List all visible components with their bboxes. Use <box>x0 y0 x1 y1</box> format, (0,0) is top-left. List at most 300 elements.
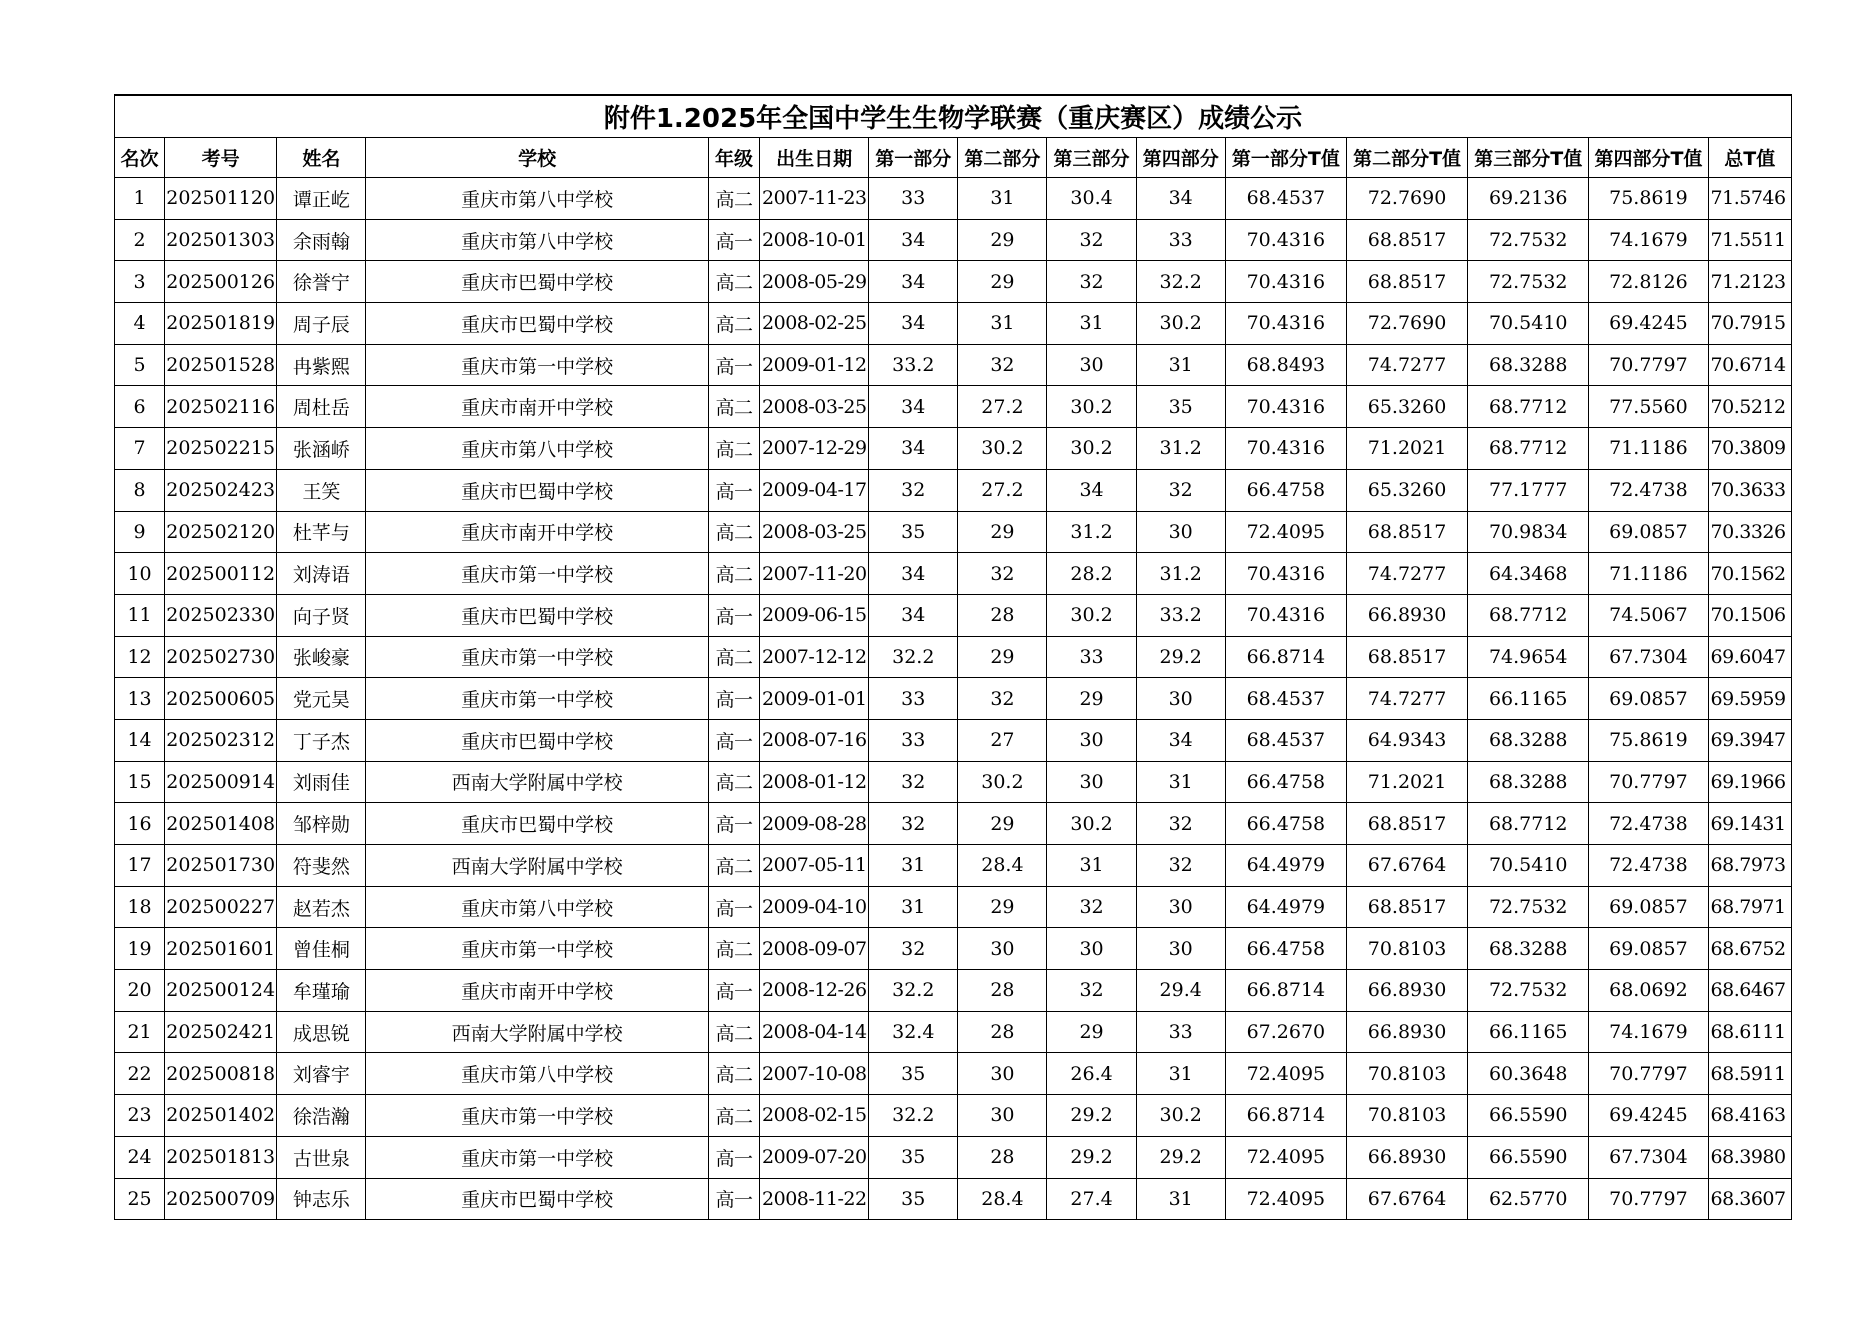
grade-cell: 高一 <box>708 219 759 261</box>
grade-cell: 高一 <box>708 803 759 845</box>
exam-number-cell: 202501601 <box>165 928 277 970</box>
part4-cell: 31 <box>1136 1053 1225 1095</box>
part3-cell: 31 <box>1047 303 1136 345</box>
part3-cell: 29.2 <box>1047 1095 1136 1137</box>
school-cell: 重庆市巴蜀中学校 <box>366 303 709 345</box>
total-t-cell: 70.1562 <box>1708 553 1791 595</box>
part4-t-cell: 69.0857 <box>1589 511 1708 553</box>
part3-t-cell: 68.7712 <box>1468 803 1589 845</box>
part1-cell: 35 <box>869 1136 958 1178</box>
total-t-cell: 68.4163 <box>1708 1095 1791 1137</box>
total-t-cell: 70.1506 <box>1708 594 1791 636</box>
part3-t-cell: 64.3468 <box>1468 553 1589 595</box>
name-cell: 冉紫熙 <box>277 344 366 386</box>
grade-cell: 高二 <box>708 761 759 803</box>
column-header-part3-t: 第三部分T值 <box>1468 138 1589 178</box>
rank-cell: 22 <box>115 1053 165 1095</box>
part4-cell: 34 <box>1136 178 1225 220</box>
table-row <box>115 261 1792 303</box>
name-cell: 牟瑾瑜 <box>277 970 366 1012</box>
column-header-birth-date: 出生日期 <box>760 138 869 178</box>
part3-t-cell: 70.5410 <box>1468 845 1589 887</box>
part2-cell: 29 <box>958 261 1047 303</box>
part4-t-cell: 72.4738 <box>1589 845 1708 887</box>
part2-cell: 28 <box>958 1011 1047 1053</box>
part3-t-cell: 72.7532 <box>1468 970 1589 1012</box>
part3-cell: 32 <box>1047 970 1136 1012</box>
part4-t-cell: 75.8619 <box>1589 719 1708 761</box>
part1-t-cell: 70.4316 <box>1225 594 1346 636</box>
birth-date-cell: 2007-10-08 <box>760 1053 869 1095</box>
birth-date-cell: 2007-11-23 <box>760 178 869 220</box>
table-row <box>115 636 1792 678</box>
school-cell: 重庆市巴蜀中学校 <box>366 719 709 761</box>
part3-cell: 31.2 <box>1047 511 1136 553</box>
part1-t-cell: 66.8714 <box>1225 1095 1346 1137</box>
school-cell: 重庆市南开中学校 <box>366 511 709 553</box>
part1-t-cell: 66.8714 <box>1225 636 1346 678</box>
school-cell: 重庆市第八中学校 <box>366 886 709 928</box>
part3-cell: 30.2 <box>1047 428 1136 470</box>
part4-t-cell: 69.0857 <box>1589 928 1708 970</box>
part1-t-cell: 68.8493 <box>1225 344 1346 386</box>
table-row <box>115 303 1792 345</box>
part2-t-cell: 66.8930 <box>1346 1136 1467 1178</box>
grade-cell: 高二 <box>708 178 759 220</box>
grade-cell: 高二 <box>708 928 759 970</box>
name-cell: 向子贤 <box>277 594 366 636</box>
part4-cell: 29.2 <box>1136 636 1225 678</box>
part1-t-cell: 66.4758 <box>1225 761 1346 803</box>
part1-cell: 32 <box>869 761 958 803</box>
part3-t-cell: 60.3648 <box>1468 1053 1589 1095</box>
part1-cell: 33 <box>869 178 958 220</box>
grade-cell: 高二 <box>708 1095 759 1137</box>
birth-date-cell: 2008-11-22 <box>760 1178 869 1220</box>
part2-t-cell: 74.7277 <box>1346 553 1467 595</box>
part2-cell: 28.4 <box>958 845 1047 887</box>
part4-cell: 30.2 <box>1136 1095 1225 1137</box>
part2-cell: 30.2 <box>958 428 1047 470</box>
part1-cell: 34 <box>869 594 958 636</box>
part3-t-cell: 68.3288 <box>1468 719 1589 761</box>
part3-cell: 31 <box>1047 845 1136 887</box>
exam-number-cell: 202501402 <box>165 1095 277 1137</box>
school-cell: 重庆市第一中学校 <box>366 1136 709 1178</box>
part4-cell: 32 <box>1136 845 1225 887</box>
grade-cell: 高一 <box>708 970 759 1012</box>
part4-cell: 32 <box>1136 469 1225 511</box>
birth-date-cell: 2009-01-12 <box>760 344 869 386</box>
grade-cell: 高一 <box>708 886 759 928</box>
part1-t-cell: 72.4095 <box>1225 511 1346 553</box>
table-row <box>115 1053 1792 1095</box>
part4-t-cell: 67.7304 <box>1589 1136 1708 1178</box>
birth-date-cell: 2009-06-15 <box>760 594 869 636</box>
column-header-school: 学校 <box>366 138 709 178</box>
part1-t-cell: 66.8714 <box>1225 970 1346 1012</box>
part1-cell: 34 <box>869 303 958 345</box>
rank-cell: 18 <box>115 886 165 928</box>
birth-date-cell: 2008-01-12 <box>760 761 869 803</box>
total-t-cell: 68.7971 <box>1708 886 1791 928</box>
part3-t-cell: 72.7532 <box>1468 261 1589 303</box>
header-row <box>115 138 1792 178</box>
part2-t-cell: 67.6764 <box>1346 1178 1467 1220</box>
part2-cell: 28 <box>958 1136 1047 1178</box>
part3-t-cell: 68.3288 <box>1468 928 1589 970</box>
rank-cell: 20 <box>115 970 165 1012</box>
part1-t-cell: 70.4316 <box>1225 261 1346 303</box>
birth-date-cell: 2007-12-12 <box>760 636 869 678</box>
birth-date-cell: 2008-09-07 <box>760 928 869 970</box>
part4-t-cell: 72.4738 <box>1589 469 1708 511</box>
part1-cell: 34 <box>869 219 958 261</box>
grade-cell: 高一 <box>708 344 759 386</box>
part1-cell: 33 <box>869 719 958 761</box>
total-t-cell: 70.5212 <box>1708 386 1791 428</box>
rank-cell: 15 <box>115 761 165 803</box>
part2-cell: 27 <box>958 719 1047 761</box>
part4-cell: 30 <box>1136 678 1225 720</box>
birth-date-cell: 2008-03-25 <box>760 386 869 428</box>
school-cell: 重庆市巴蜀中学校 <box>366 594 709 636</box>
grade-cell: 高二 <box>708 1053 759 1095</box>
part2-cell: 29 <box>958 219 1047 261</box>
part2-cell: 29 <box>958 511 1047 553</box>
part2-cell: 28.4 <box>958 1178 1047 1220</box>
rank-cell: 8 <box>115 469 165 511</box>
part3-cell: 32 <box>1047 219 1136 261</box>
part3-cell: 30.2 <box>1047 386 1136 428</box>
school-cell: 西南大学附属中学校 <box>366 1011 709 1053</box>
part2-cell: 30 <box>958 1095 1047 1137</box>
total-t-cell: 68.5911 <box>1708 1053 1791 1095</box>
exam-number-cell: 202501303 <box>165 219 277 261</box>
part4-t-cell: 77.5560 <box>1589 386 1708 428</box>
school-cell: 重庆市第一中学校 <box>366 553 709 595</box>
part1-cell: 32 <box>869 928 958 970</box>
part4-t-cell: 70.7797 <box>1589 1178 1708 1220</box>
exam-number-cell: 202502421 <box>165 1011 277 1053</box>
part2-t-cell: 74.7277 <box>1346 344 1467 386</box>
name-cell: 张涵峤 <box>277 428 366 470</box>
part3-t-cell: 77.1777 <box>1468 469 1589 511</box>
part2-cell: 30.2 <box>958 761 1047 803</box>
part2-cell: 31 <box>958 178 1047 220</box>
birth-date-cell: 2008-04-14 <box>760 1011 869 1053</box>
rank-cell: 16 <box>115 803 165 845</box>
part2-t-cell: 64.9343 <box>1346 719 1467 761</box>
rank-cell: 10 <box>115 553 165 595</box>
name-cell: 刘雨佳 <box>277 761 366 803</box>
birth-date-cell: 2007-12-29 <box>760 428 869 470</box>
part1-t-cell: 70.4316 <box>1225 428 1346 470</box>
name-cell: 杜芊与 <box>277 511 366 553</box>
total-t-cell: 69.5959 <box>1708 678 1791 720</box>
total-t-cell: 70.3326 <box>1708 511 1791 553</box>
part1-cell: 32.2 <box>869 636 958 678</box>
part1-cell: 32.2 <box>869 970 958 1012</box>
exam-number-cell: 202500112 <box>165 553 277 595</box>
school-cell: 西南大学附属中学校 <box>366 761 709 803</box>
column-header-part2-t: 第二部分T值 <box>1346 138 1467 178</box>
total-t-cell: 70.3809 <box>1708 428 1791 470</box>
part4-t-cell: 74.1679 <box>1589 1011 1708 1053</box>
name-cell: 刘涛语 <box>277 553 366 595</box>
part2-t-cell: 70.8103 <box>1346 1095 1467 1137</box>
table-row <box>115 928 1792 970</box>
rank-cell: 7 <box>115 428 165 470</box>
part3-t-cell: 68.3288 <box>1468 344 1589 386</box>
name-cell: 赵若杰 <box>277 886 366 928</box>
table-row <box>115 719 1792 761</box>
part4-t-cell: 75.8619 <box>1589 178 1708 220</box>
exam-number-cell: 202500605 <box>165 678 277 720</box>
part4-cell: 31 <box>1136 344 1225 386</box>
table-row <box>115 970 1792 1012</box>
part3-cell: 26.4 <box>1047 1053 1136 1095</box>
part2-t-cell: 66.8930 <box>1346 1011 1467 1053</box>
part3-t-cell: 74.9654 <box>1468 636 1589 678</box>
school-cell: 重庆市第一中学校 <box>366 344 709 386</box>
column-header-part3: 第三部分 <box>1047 138 1136 178</box>
name-cell: 张峻豪 <box>277 636 366 678</box>
part2-t-cell: 68.8517 <box>1346 886 1467 928</box>
part2-cell: 28 <box>958 594 1047 636</box>
part2-cell: 30 <box>958 1053 1047 1095</box>
birth-date-cell: 2009-01-01 <box>760 678 869 720</box>
part1-t-cell: 64.4979 <box>1225 845 1346 887</box>
part2-t-cell: 71.2021 <box>1346 428 1467 470</box>
part2-t-cell: 65.3260 <box>1346 386 1467 428</box>
table-row <box>115 1095 1792 1137</box>
part4-t-cell: 71.1186 <box>1589 553 1708 595</box>
part2-t-cell: 68.8517 <box>1346 219 1467 261</box>
part4-cell: 32 <box>1136 803 1225 845</box>
grade-cell: 高二 <box>708 845 759 887</box>
column-header-part4-t: 第四部分T值 <box>1589 138 1708 178</box>
part4-cell: 33 <box>1136 1011 1225 1053</box>
column-header-part2: 第二部分 <box>958 138 1047 178</box>
school-cell: 重庆市第一中学校 <box>366 1095 709 1137</box>
table-row <box>115 803 1792 845</box>
part4-t-cell: 69.4245 <box>1589 303 1708 345</box>
part1-cell: 31 <box>869 886 958 928</box>
part2-cell: 29 <box>958 636 1047 678</box>
part4-cell: 30 <box>1136 928 1225 970</box>
part3-t-cell: 66.5590 <box>1468 1095 1589 1137</box>
part4-t-cell: 69.0857 <box>1589 886 1708 928</box>
table-row <box>115 553 1792 595</box>
part4-cell: 29.2 <box>1136 1136 1225 1178</box>
exam-number-cell: 202502730 <box>165 636 277 678</box>
birth-date-cell: 2008-03-25 <box>760 511 869 553</box>
part1-t-cell: 72.4095 <box>1225 1053 1346 1095</box>
part4-t-cell: 68.0692 <box>1589 970 1708 1012</box>
grade-cell: 高二 <box>708 261 759 303</box>
exam-number-cell: 202500914 <box>165 761 277 803</box>
part3-cell: 30 <box>1047 928 1136 970</box>
table-row <box>115 386 1792 428</box>
birth-date-cell: 2008-07-16 <box>760 719 869 761</box>
part1-t-cell: 66.4758 <box>1225 803 1346 845</box>
school-cell: 重庆市巴蜀中学校 <box>366 469 709 511</box>
exam-number-cell: 202500227 <box>165 886 277 928</box>
grade-cell: 高一 <box>708 678 759 720</box>
part2-cell: 28 <box>958 970 1047 1012</box>
table-row <box>115 511 1792 553</box>
part4-cell: 31.2 <box>1136 553 1225 595</box>
part4-t-cell: 70.7797 <box>1589 344 1708 386</box>
part1-cell: 32.4 <box>869 1011 958 1053</box>
part3-cell: 30 <box>1047 761 1136 803</box>
exam-number-cell: 202501813 <box>165 1136 277 1178</box>
birth-date-cell: 2008-10-01 <box>760 219 869 261</box>
column-header-exam-number: 考号 <box>165 138 277 178</box>
exam-number-cell: 202500126 <box>165 261 277 303</box>
total-t-cell: 68.6467 <box>1708 970 1791 1012</box>
part1-t-cell: 68.4537 <box>1225 678 1346 720</box>
name-cell: 曾佳桐 <box>277 928 366 970</box>
name-cell: 王笑 <box>277 469 366 511</box>
part3-t-cell: 72.7532 <box>1468 886 1589 928</box>
total-t-cell: 69.1431 <box>1708 803 1791 845</box>
table-row <box>115 219 1792 261</box>
part3-t-cell: 70.5410 <box>1468 303 1589 345</box>
name-cell: 丁子杰 <box>277 719 366 761</box>
part3-cell: 29 <box>1047 1011 1136 1053</box>
name-cell: 徐浩瀚 <box>277 1095 366 1137</box>
grade-cell: 高一 <box>708 1178 759 1220</box>
school-cell: 重庆市第八中学校 <box>366 178 709 220</box>
table-row <box>115 761 1792 803</box>
table-row <box>115 886 1792 928</box>
part4-t-cell: 69.4245 <box>1589 1095 1708 1137</box>
birth-date-cell: 2008-12-26 <box>760 970 869 1012</box>
rank-cell: 12 <box>115 636 165 678</box>
column-header-part1-t: 第一部分T值 <box>1225 138 1346 178</box>
rank-cell: 21 <box>115 1011 165 1053</box>
total-t-cell: 70.3633 <box>1708 469 1791 511</box>
rank-cell: 9 <box>115 511 165 553</box>
part3-cell: 27.4 <box>1047 1178 1136 1220</box>
total-t-cell: 69.3947 <box>1708 719 1791 761</box>
rank-cell: 4 <box>115 303 165 345</box>
grade-cell: 高一 <box>708 594 759 636</box>
part4-cell: 30 <box>1136 511 1225 553</box>
school-cell: 重庆市第一中学校 <box>366 636 709 678</box>
part1-t-cell: 67.2670 <box>1225 1011 1346 1053</box>
part3-cell: 30.4 <box>1047 178 1136 220</box>
part4-cell: 33.2 <box>1136 594 1225 636</box>
part4-t-cell: 74.1679 <box>1589 219 1708 261</box>
rank-cell: 23 <box>115 1095 165 1137</box>
part1-t-cell: 68.4537 <box>1225 719 1346 761</box>
total-t-cell: 68.6752 <box>1708 928 1791 970</box>
name-cell: 钟志乐 <box>277 1178 366 1220</box>
table-row <box>115 178 1792 220</box>
part2-t-cell: 66.8930 <box>1346 970 1467 1012</box>
part2-cell: 27.2 <box>958 386 1047 428</box>
part2-cell: 31 <box>958 303 1047 345</box>
part4-t-cell: 67.7304 <box>1589 636 1708 678</box>
table-row <box>115 469 1792 511</box>
part3-cell: 29 <box>1047 678 1136 720</box>
part3-t-cell: 66.5590 <box>1468 1136 1589 1178</box>
birth-date-cell: 2009-08-28 <box>760 803 869 845</box>
exam-number-cell: 202500818 <box>165 1053 277 1095</box>
part2-cell: 29 <box>958 803 1047 845</box>
part1-t-cell: 70.4316 <box>1225 303 1346 345</box>
part2-t-cell: 72.7690 <box>1346 178 1467 220</box>
part3-t-cell: 66.1165 <box>1468 1011 1589 1053</box>
part2-t-cell: 65.3260 <box>1346 469 1467 511</box>
exam-number-cell: 202501408 <box>165 803 277 845</box>
grade-cell: 高一 <box>708 719 759 761</box>
rank-cell: 6 <box>115 386 165 428</box>
total-t-cell: 68.3607 <box>1708 1178 1791 1220</box>
grade-cell: 高二 <box>708 428 759 470</box>
part2-cell: 30 <box>958 928 1047 970</box>
grade-cell: 高一 <box>708 469 759 511</box>
part1-cell: 34 <box>869 553 958 595</box>
birth-date-cell: 2009-04-10 <box>760 886 869 928</box>
part2-cell: 32 <box>958 553 1047 595</box>
exam-number-cell: 202502423 <box>165 469 277 511</box>
part1-cell: 33.2 <box>869 344 958 386</box>
column-header-part4: 第四部分 <box>1136 138 1225 178</box>
part1-t-cell: 72.4095 <box>1225 1136 1346 1178</box>
part1-cell: 34 <box>869 428 958 470</box>
part3-cell: 32 <box>1047 886 1136 928</box>
part3-cell: 30.2 <box>1047 594 1136 636</box>
grade-cell: 高二 <box>708 511 759 553</box>
school-cell: 重庆市巴蜀中学校 <box>366 803 709 845</box>
birth-date-cell: 2007-11-20 <box>760 553 869 595</box>
part4-cell: 35 <box>1136 386 1225 428</box>
column-header-total-t: 总T值 <box>1708 138 1791 178</box>
exam-number-cell: 202500709 <box>165 1178 277 1220</box>
part4-cell: 33 <box>1136 219 1225 261</box>
exam-number-cell: 202501730 <box>165 845 277 887</box>
part3-t-cell: 68.7712 <box>1468 594 1589 636</box>
part3-t-cell: 68.3288 <box>1468 761 1589 803</box>
part3-cell: 34 <box>1047 469 1136 511</box>
exam-number-cell: 202500124 <box>165 970 277 1012</box>
name-cell: 成思锐 <box>277 1011 366 1053</box>
part4-t-cell: 72.8126 <box>1589 261 1708 303</box>
part1-t-cell: 66.4758 <box>1225 928 1346 970</box>
column-header-grade: 年级 <box>708 138 759 178</box>
table-row <box>115 1178 1792 1220</box>
total-t-cell: 70.6714 <box>1708 344 1791 386</box>
part1-cell: 31 <box>869 845 958 887</box>
exam-number-cell: 202501819 <box>165 303 277 345</box>
part3-t-cell: 69.2136 <box>1468 178 1589 220</box>
total-t-cell: 68.6111 <box>1708 1011 1791 1053</box>
part3-cell: 30 <box>1047 344 1136 386</box>
part3-cell: 29.2 <box>1047 1136 1136 1178</box>
part4-cell: 31 <box>1136 1178 1225 1220</box>
part3-cell: 30 <box>1047 719 1136 761</box>
column-header-rank: 名次 <box>115 138 165 178</box>
exam-number-cell: 202502215 <box>165 428 277 470</box>
part3-cell: 30.2 <box>1047 803 1136 845</box>
rank-cell: 24 <box>115 1136 165 1178</box>
exam-number-cell: 202501120 <box>165 178 277 220</box>
part4-t-cell: 71.1186 <box>1589 428 1708 470</box>
